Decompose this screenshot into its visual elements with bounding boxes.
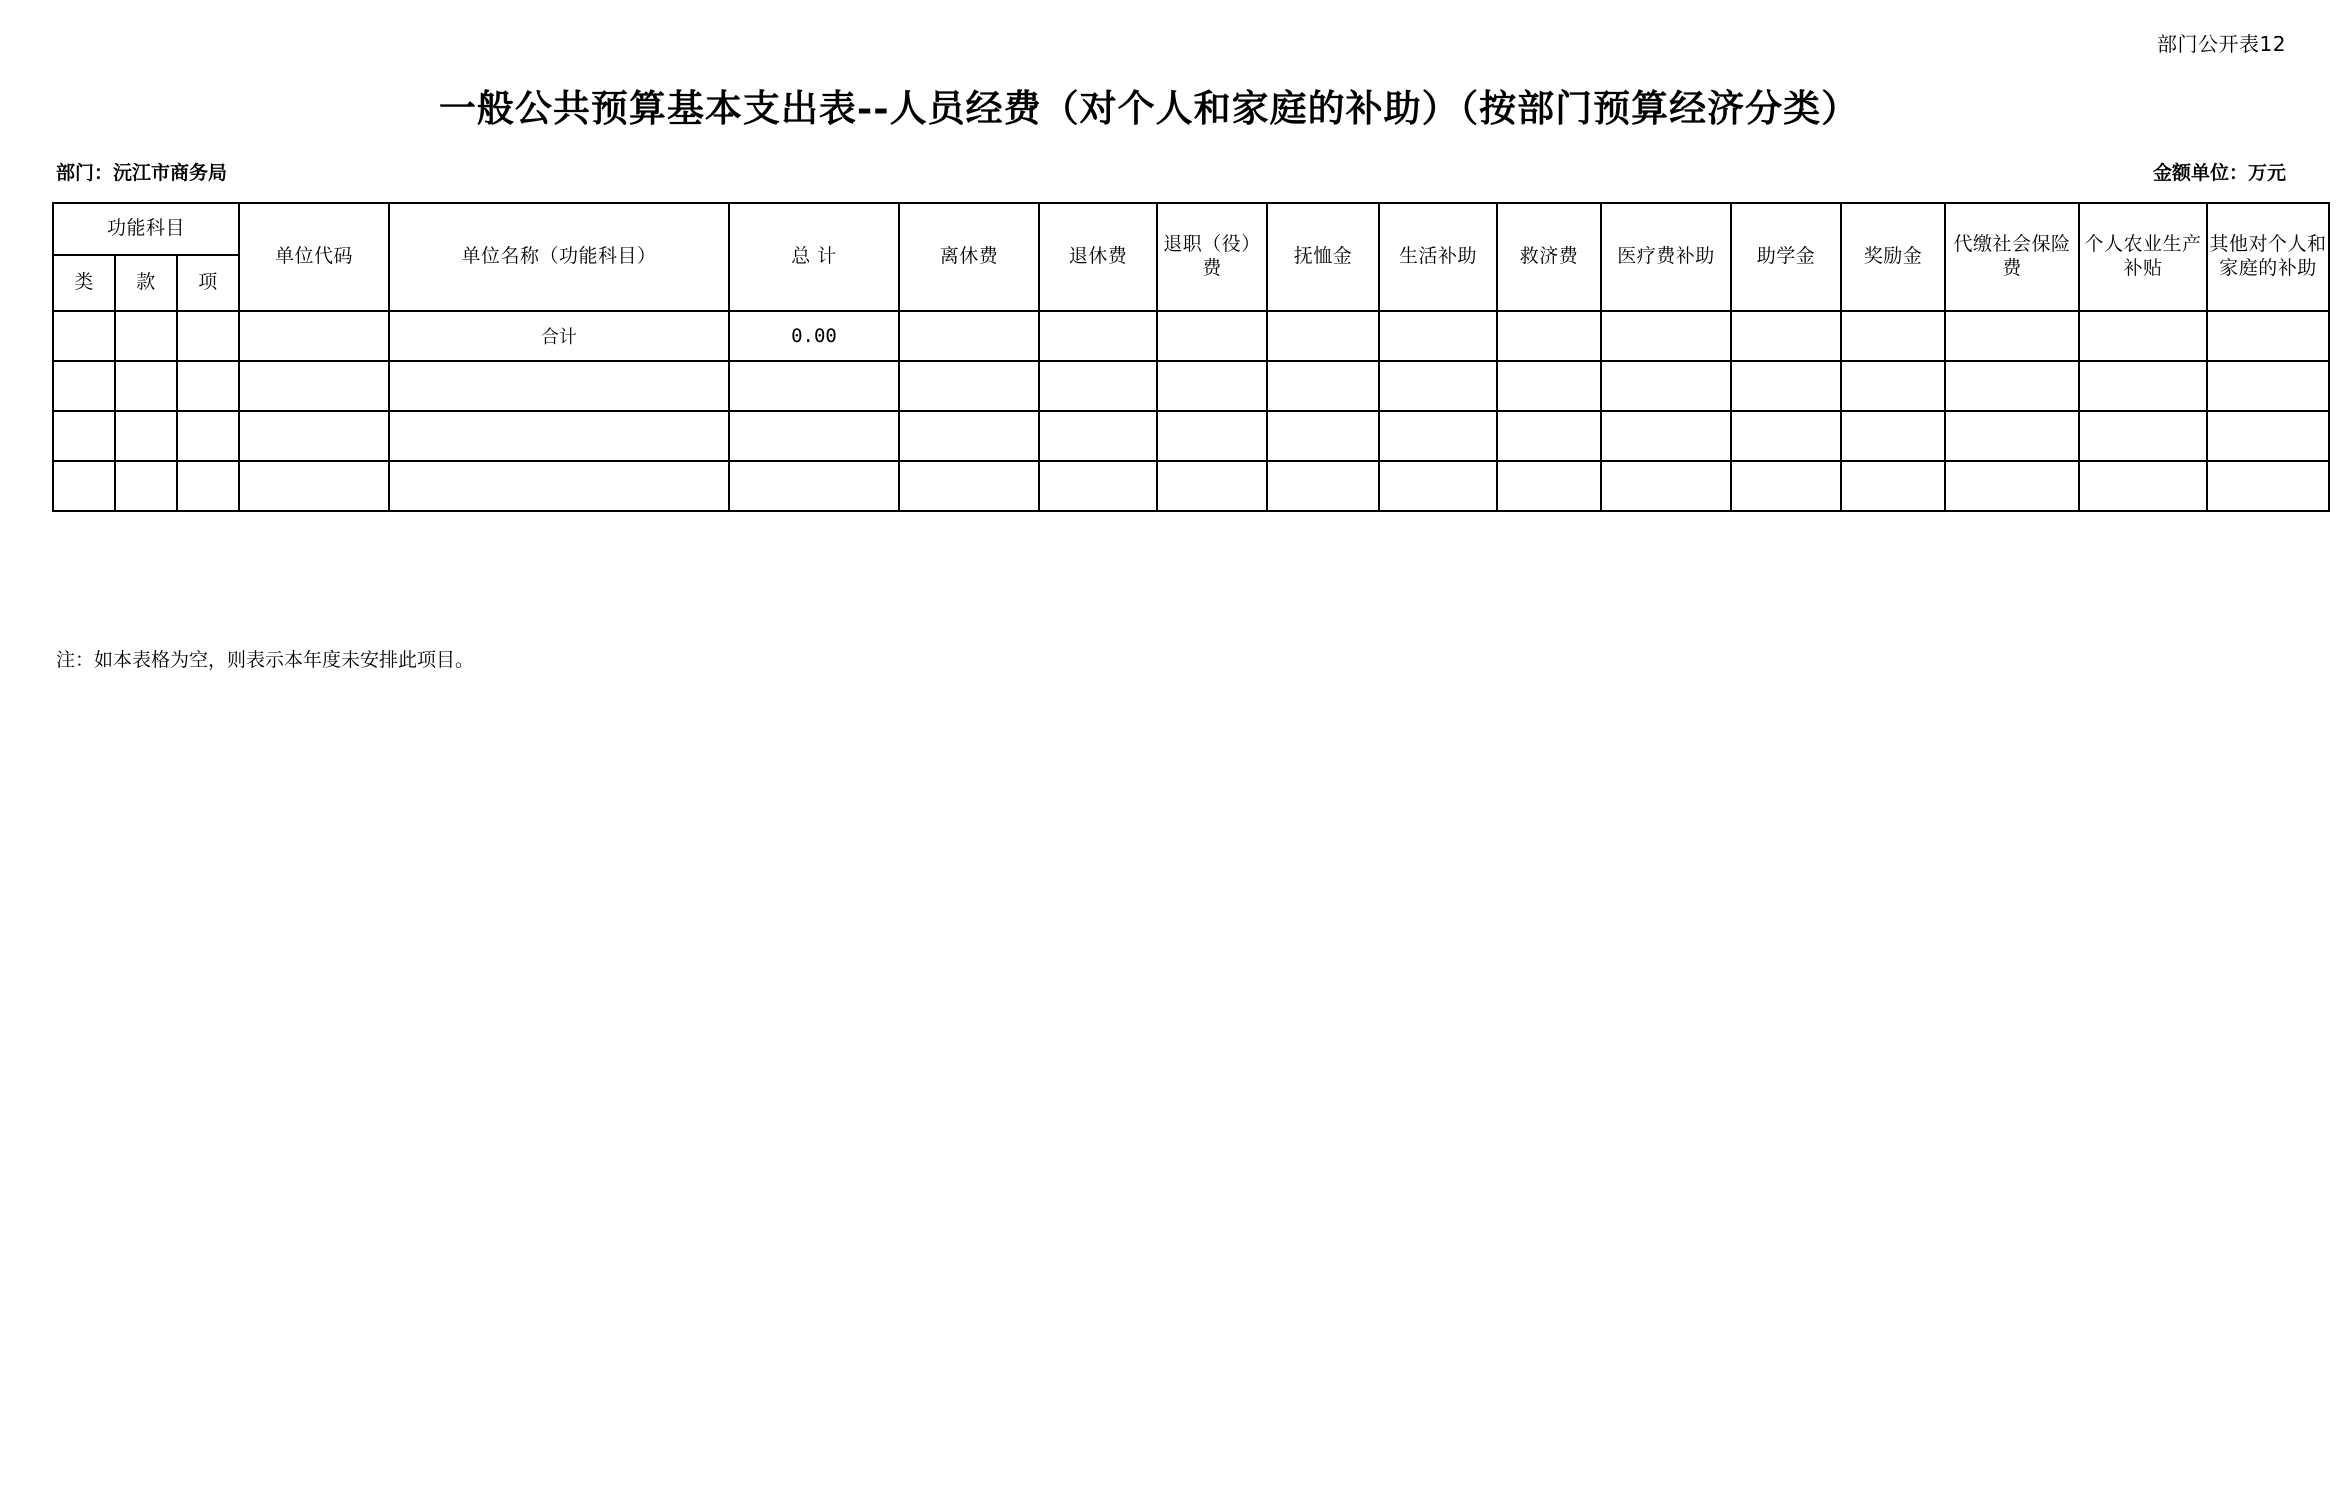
cell-tuixiufei — [1039, 411, 1157, 461]
header-grant-in-aid: 助学金 — [1731, 203, 1841, 311]
cell-xiang — [177, 411, 239, 461]
cell-tuizhifei — [1157, 461, 1267, 511]
budget-table-wrapper — [52, 202, 2327, 512]
cell-lixiufei — [899, 411, 1039, 461]
cell-unit-name: 合计 — [389, 311, 729, 361]
cell-yiliaofeibuzhu — [1601, 411, 1731, 461]
cell-geren-nongye — [2079, 311, 2207, 361]
header-total: 总 计 — [729, 203, 899, 311]
cell-daijiaoshebao — [1945, 411, 2079, 461]
form-number-label: 部门公开表12 — [2157, 32, 2286, 56]
header-lei: 类 — [53, 255, 115, 311]
cell-shenghuobuzhu — [1379, 311, 1497, 361]
header-other-subsidy: 其他对个人和家庭的补助 — [2207, 203, 2329, 311]
cell-total — [729, 361, 899, 411]
header-medical-subsidy: 医疗费补助 — [1601, 203, 1731, 311]
header-kuan: 款 — [115, 255, 177, 311]
cell-qita — [2207, 461, 2329, 511]
cell-jiujifei — [1497, 461, 1601, 511]
cell-daijiaoshebao — [1945, 311, 2079, 361]
header-retirement-fee: 退休费 — [1039, 203, 1157, 311]
budget-table — [52, 202, 2330, 512]
table-row — [53, 361, 2329, 411]
cell-xiang — [177, 361, 239, 411]
cell-tuizhifei — [1157, 411, 1267, 461]
cell-daijiaoshebao — [1945, 361, 2079, 411]
cell-qita — [2207, 411, 2329, 461]
table-row — [53, 461, 2329, 511]
cell-unit-code — [239, 311, 389, 361]
table-row — [53, 311, 2329, 361]
cell-tuixiufei — [1039, 461, 1157, 511]
cell-jiujifei — [1497, 361, 1601, 411]
cell-unit-name — [389, 411, 729, 461]
cell-lixiufei — [899, 311, 1039, 361]
cell-unit-code — [239, 411, 389, 461]
cell-zhuxuejin — [1731, 411, 1841, 461]
cell-lei — [53, 461, 115, 511]
cell-qita — [2207, 311, 2329, 361]
table-note: 注：如本表格为空，则表示本年度未安排此项目。 — [56, 649, 475, 671]
cell-yiliaofeibuzhu — [1601, 461, 1731, 511]
cell-fuxujin — [1267, 311, 1379, 361]
department-label: 部门：沅江市商务局 — [56, 162, 228, 184]
cell-kuan — [115, 361, 177, 411]
cell-geren-nongye — [2079, 361, 2207, 411]
cell-jianglijin — [1841, 311, 1945, 361]
cell-unit-name — [389, 361, 729, 411]
cell-zhuxuejin — [1731, 311, 1841, 361]
cell-lixiufei — [899, 361, 1039, 411]
cell-lei — [53, 311, 115, 361]
cell-jiujifei — [1497, 311, 1601, 361]
cell-tuixiufei — [1039, 361, 1157, 411]
header-unit-code: 单位代码 — [239, 203, 389, 311]
cell-tuixiufei — [1039, 311, 1157, 361]
cell-lei — [53, 411, 115, 461]
cell-xiang — [177, 461, 239, 511]
cell-xiang — [177, 311, 239, 361]
page-title: 一般公共预算基本支出表--人员经费（对个人和家庭的补助）（按部门预算经济分类） — [438, 86, 1860, 130]
meta-row — [56, 158, 2286, 186]
cell-zhuxuejin — [1731, 461, 1841, 511]
cell-kuan — [115, 311, 177, 361]
cell-fuxujin — [1267, 461, 1379, 511]
cell-jianglijin — [1841, 361, 1945, 411]
cell-tuizhifei — [1157, 361, 1267, 411]
cell-yiliaofeibuzhu — [1601, 311, 1731, 361]
cell-shenghuobuzhu — [1379, 461, 1497, 511]
cell-jiujifei — [1497, 411, 1601, 461]
cell-daijiaoshebao — [1945, 461, 2079, 511]
cell-lixiufei — [899, 461, 1039, 511]
cell-qita — [2207, 361, 2329, 411]
header-living-allowance: 生活补助 — [1379, 203, 1497, 311]
cell-kuan — [115, 461, 177, 511]
header-reward-fund: 奖励金 — [1841, 203, 1945, 311]
cell-yiliaofeibuzhu — [1601, 361, 1731, 411]
cell-geren-nongye — [2079, 461, 2207, 511]
cell-lei — [53, 361, 115, 411]
cell-unit-code — [239, 361, 389, 411]
cell-total — [729, 461, 899, 511]
table-row — [53, 411, 2329, 461]
cell-tuizhifei — [1157, 311, 1267, 361]
amount-unit-label: 金额单位：万元 — [2152, 162, 2286, 184]
cell-unit-code — [239, 461, 389, 511]
cell-kuan — [115, 411, 177, 461]
header-group-function-subject: 功能科目 — [53, 203, 239, 255]
header-severance-fee: 退职（役）费 — [1157, 203, 1267, 311]
header-relief-fee: 救济费 — [1497, 203, 1601, 311]
cell-shenghuobuzhu — [1379, 361, 1497, 411]
cell-jianglijin — [1841, 461, 1945, 511]
header-retirement-leave-fee: 离休费 — [899, 203, 1039, 311]
header-pension: 抚恤金 — [1267, 203, 1379, 311]
cell-total: 0.00 — [729, 311, 899, 361]
cell-shenghuobuzhu — [1379, 411, 1497, 461]
cell-zhuxuejin — [1731, 361, 1841, 411]
cell-unit-name — [389, 461, 729, 511]
header-social-insurance-paid: 代缴社会保险费 — [1945, 203, 2079, 311]
header-unit-name: 单位名称（功能科目） — [389, 203, 729, 311]
header-xiang: 项 — [177, 255, 239, 311]
cell-total — [729, 411, 899, 461]
header-personal-agriculture-subsidy: 个人农业生产补贴 — [2079, 203, 2207, 311]
cell-jianglijin — [1841, 411, 1945, 461]
cell-fuxujin — [1267, 361, 1379, 411]
cell-geren-nongye — [2079, 411, 2207, 461]
cell-fuxujin — [1267, 411, 1379, 461]
